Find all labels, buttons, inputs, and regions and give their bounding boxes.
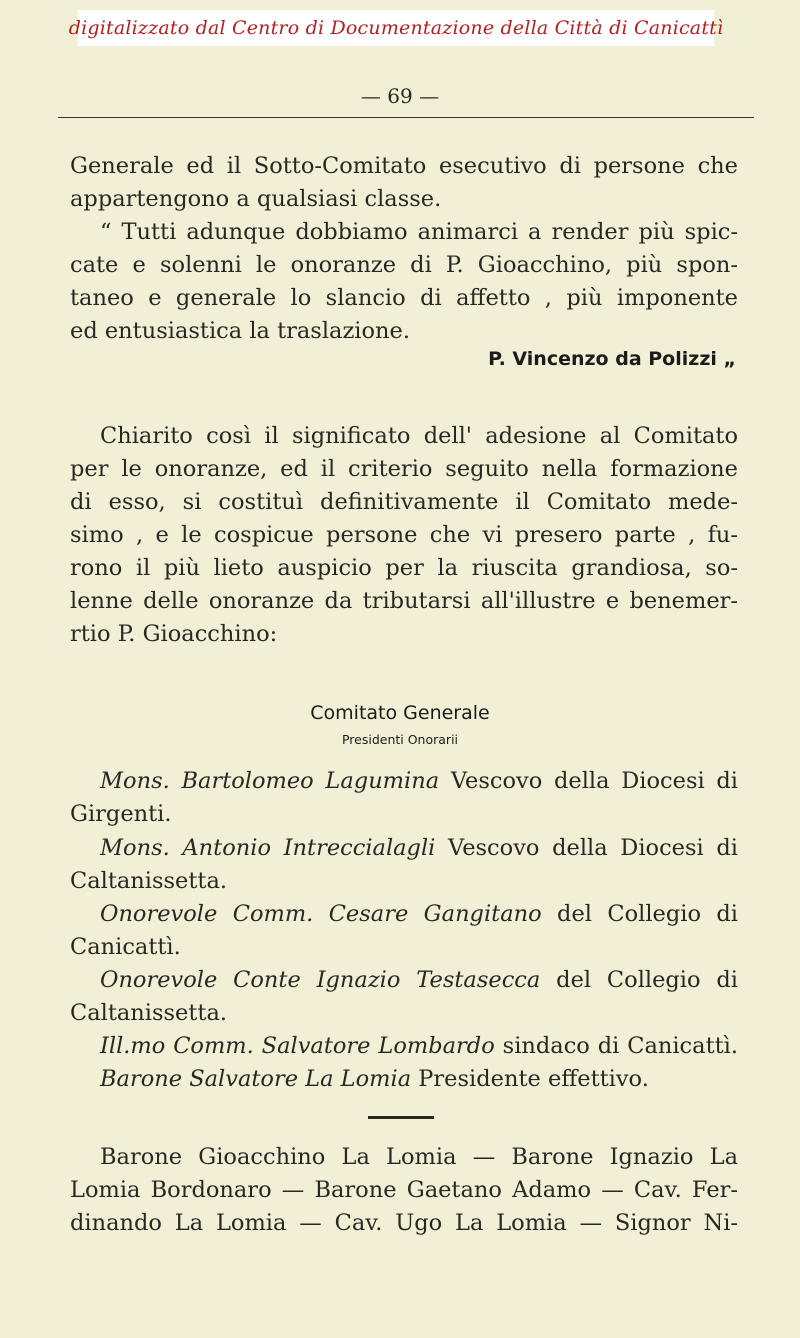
president-entry [100, 965, 738, 995]
digitization-watermark [68, 10, 724, 46]
member-line: dinando La Lomia — Cav. Ugo La Lomia — Signor Ni- [70, 1210, 738, 1236]
president-role: del Collegio di [541, 901, 738, 927]
president-role: sindaco di Canicattì. [494, 1033, 738, 1059]
text-line: rtio P. Gioacchino: [70, 621, 278, 647]
text-line: rono il più lieto auspicio per la riuscita grandiosa, so- [70, 555, 738, 581]
quote-line: cate e solenni le onoranze di P. Gioacchino, più spon- [70, 252, 738, 278]
text-line: di esso, si costituì definitivamente il Comitato mede- [70, 489, 738, 515]
president-role: Presidente effettivo. [411, 1066, 649, 1092]
quote-line: taneo e generale lo slancio di affetto , più imponente [70, 285, 738, 311]
text-line: Generale ed il Sotto-Comitato esecutivo di persone che [70, 153, 738, 179]
president-role: Vescovo della Diocesi di [439, 768, 738, 794]
president-role: Vescovo della Diocesi di [435, 835, 738, 861]
president-role: del Collegio di [540, 967, 738, 993]
member-line: Barone Gioacchino La Lomia — Barone Ignazio La [100, 1144, 738, 1170]
president-entry [100, 1064, 738, 1094]
president-entry [100, 899, 738, 929]
president-entry [100, 833, 738, 863]
president-name: Onorevole Conte Ignazio Testasecca [100, 967, 541, 993]
watermark-text: digitalizzato dal Centro di Documentazione della Città di Canicattì [68, 17, 724, 39]
member-line: Lomia Bordonaro — Barone Gaetano Adamo — Cav. Fer- [70, 1177, 738, 1203]
president-entry-cont: Caltanissetta. [70, 1000, 228, 1026]
president-entry-cont: Girgenti. [70, 801, 172, 827]
text-line: appartengono a qualsiasi classe. [70, 186, 442, 212]
quote-line: “ Tutti adunque dobbiamo animarci a render più spic- [100, 219, 738, 245]
committee-subtitle: Presidenti Onorarii [341, 732, 459, 747]
president-entry [100, 766, 738, 796]
president-name: Onorevole Comm. Cesare Gangitano [100, 901, 542, 927]
text-line: simo , e le cospicue persone che vi presero parte , fu- [70, 522, 738, 548]
president-name: Ill.mo Comm. Salvatore Lombardo [100, 1033, 495, 1059]
header-rule [58, 117, 754, 118]
president-name: Mons. Bartolomeo Lagumina [100, 768, 440, 794]
president-name: Mons. Antonio Intreccialagli [100, 835, 436, 861]
quote-line: ed entusiastica la traslazione. [70, 318, 411, 344]
president-entry-cont: Canicattì. [70, 934, 181, 960]
president-entry-cont: Caltanissetta. [70, 868, 228, 894]
committee-title: Comitato Generale [310, 702, 490, 724]
quote-signature: P. Vincenzo da Polizzi „ [488, 348, 736, 370]
section-separator [368, 1116, 434, 1119]
president-name: Barone Salvatore La Lomia [100, 1066, 412, 1092]
text-line: lenne delle onoranze da tributarsi all'illustre e benemer- [70, 588, 738, 614]
page-number: — 69 — [360, 84, 440, 108]
text-line: per le onoranze, ed il criterio seguito nella formazione [70, 456, 738, 482]
president-entry [100, 1031, 738, 1061]
text-line: Chiarito così il significato dell' adesione al Comitato [100, 423, 738, 449]
